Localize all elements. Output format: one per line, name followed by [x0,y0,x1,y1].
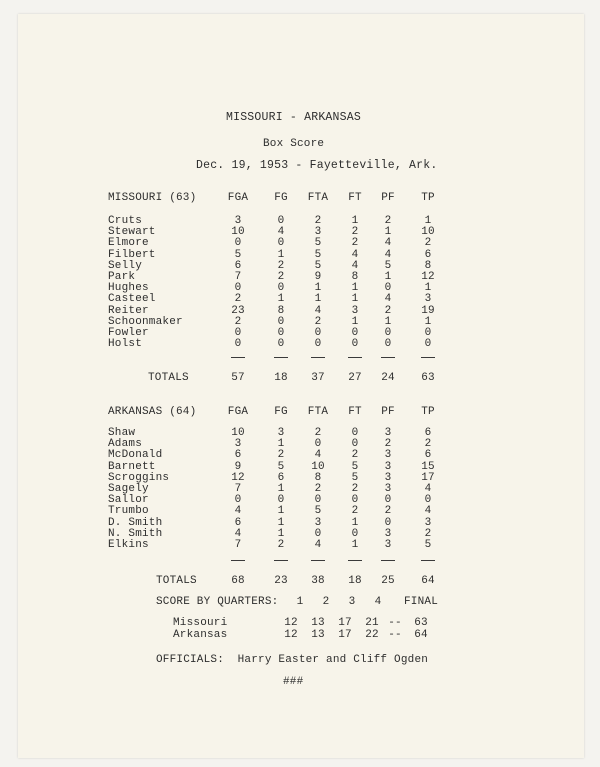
stat-cell: 4 [234,505,242,518]
quarter-score: 12 [284,617,298,629]
stat-cell: 5 [424,539,432,551]
stat-cell: 2 [351,449,359,462]
quarter-final: 63 [414,617,428,629]
stat-cell: 2 [424,237,432,250]
stat-cell: 4 [314,449,322,462]
total-rule [274,560,288,561]
stat-cell: 4 [384,237,392,250]
stat-cell: 5 [384,259,392,272]
stat-cell: 0 [234,494,242,507]
stat-cell: 0 [277,215,285,227]
player-name: Elmore [108,237,149,250]
total-cell: 63 [421,372,435,384]
stat-cell: 0 [234,327,242,339]
stat-cell: 2 [277,259,285,272]
total-rule [231,357,245,358]
stat-cell: 8 [424,259,432,272]
quarter-header: FINAL [403,596,438,608]
player-name: Stewart [108,226,156,239]
stat-cell: 3 [424,293,432,306]
stat-cell: 4 [351,248,359,261]
total-cell: 64 [421,575,435,587]
stat-cell: 3 [314,516,322,529]
stat-cell: 4 [384,248,392,261]
stat-cell: 3 [277,427,285,439]
stat-cell: 2 [424,438,432,451]
stat-cell: 0 [277,327,285,339]
stat-cell: 2 [351,483,359,495]
stat-cell: 4 [234,527,242,540]
stat-cell: 10 [311,460,325,473]
stat-cell: 8 [277,304,285,317]
stat-cell: 1 [424,282,432,295]
stat-cell: 0 [234,338,242,351]
stat-cell: 1 [351,315,359,328]
column-header-tp: TP [421,406,435,418]
stat-cell: 0 [424,338,432,351]
stat-cell: 2 [314,215,322,227]
player-name: Adams [108,438,143,451]
stat-cell: 0 [234,237,242,250]
total-rule [311,357,325,358]
stat-cell: 2 [351,505,359,518]
stat-cell: 2 [277,539,285,551]
quarter-arrow: -- [388,629,402,641]
stat-cell: 6 [424,248,432,261]
stat-cell: 6 [424,449,432,462]
stat-cell: 1 [277,248,285,261]
stat-cell: 2 [384,215,392,227]
total-cell: 57 [231,372,245,384]
stat-cell: 0 [384,282,392,295]
stat-cell: 6 [424,427,432,439]
stat-cell: 10 [421,226,435,239]
stat-cell: 6 [277,471,285,484]
stat-cell: 3 [314,226,322,239]
stat-cell: 1 [351,282,359,295]
column-header-fga: FGA [227,192,249,204]
quarter-score: 13 [311,629,325,641]
stat-cell: 2 [384,438,392,451]
total-rule [381,560,395,561]
stat-cell: 2 [384,304,392,317]
stat-cell: 1 [277,505,285,518]
stat-cell: 9 [314,271,322,283]
total-cell: 27 [348,372,362,384]
stat-cell: 4 [424,505,432,518]
stat-cell: 0 [277,338,285,351]
stat-cell: 1 [351,539,359,551]
stat-cell: 0 [351,338,359,351]
stat-cell: 0 [277,237,285,250]
stat-cell: 5 [351,460,359,473]
stat-cell: 3 [384,460,392,473]
stat-cell: 4 [314,304,322,317]
stat-cell: 5 [314,248,322,261]
stat-cell: 4 [277,226,285,239]
player-name: Cruts [108,215,143,227]
column-header-fga: FGA [227,406,249,418]
stat-cell: 1 [277,293,285,306]
column-header-fta: FTA [307,192,329,204]
stat-cell: 2 [314,315,322,328]
player-name: Trumbo [108,505,149,518]
stat-cell: 0 [314,338,322,351]
stat-cell: 0 [314,438,322,451]
total-rule [311,560,325,561]
column-header-ft: FT [348,192,362,204]
stat-cell: 10 [231,427,245,439]
total-rule [421,357,435,358]
stat-cell: 17 [421,471,435,484]
end-mark: ### [283,676,304,688]
stat-cell: 0 [351,427,359,439]
stat-cell: 3 [351,304,359,317]
stat-cell: 4 [384,293,392,306]
stat-cell: 0 [424,327,432,339]
stat-cell: 2 [234,315,242,328]
stat-cell: 5 [314,259,322,272]
stat-cell: 5 [277,460,285,473]
stat-cell: 12 [421,271,435,283]
player-name: D. Smith [108,516,163,529]
stat-cell: 2 [277,449,285,462]
player-name: Shaw [108,427,136,439]
stat-cell: 2 [351,237,359,250]
stat-cell: 0 [314,494,322,507]
player-name: Fowler [108,327,149,339]
stat-cell: 15 [421,460,435,473]
stat-cell: 0 [384,516,392,529]
stat-cell: 2 [384,505,392,518]
column-header-fta: FTA [307,406,329,418]
stat-cell: 4 [314,539,322,551]
stat-cell: 8 [351,271,359,283]
stat-cell: 3 [384,527,392,540]
column-header-tp: TP [421,192,435,204]
stat-cell: 1 [384,315,392,328]
quarters-label: SCORE BY QUARTERS: [156,596,279,608]
box-score-page [18,14,584,758]
column-header-pf: PF [381,406,395,418]
total-cell: 18 [348,575,362,587]
quarter-header: 3 [348,596,356,608]
stat-cell: 0 [424,494,432,507]
stat-cell: 12 [231,471,245,484]
total-rule [231,560,245,561]
stat-cell: 1 [351,516,359,529]
total-rule [274,357,288,358]
total-rule [348,357,362,358]
column-header-pf: PF [381,192,395,204]
stat-cell: 10 [231,226,245,239]
stat-cell: 9 [234,460,242,473]
player-name: Sagely [108,483,149,495]
stat-cell: 6 [234,516,242,529]
quarter-score: 17 [338,617,352,629]
player-name: Sallor [108,494,149,507]
stat-cell: 0 [277,315,285,328]
quarter-header: 4 [374,596,382,608]
stat-cell: 4 [424,483,432,495]
stat-cell: 2 [314,427,322,439]
total-cell: 37 [311,372,325,384]
stat-cell: 0 [384,327,392,339]
stat-cell: 1 [277,527,285,540]
stat-cell: 4 [351,259,359,272]
stat-cell: 0 [351,438,359,451]
column-header-ft: FT [348,406,362,418]
player-name: Casteel [108,293,156,306]
document-subtitle: Box Score [263,138,325,150]
stat-cell: 3 [384,449,392,462]
player-name: Scroggins [108,471,170,484]
quarter-score: 21 [365,617,379,629]
total-rule [421,560,435,561]
stat-cell: 1 [384,271,392,283]
quarter-header: 2 [322,596,330,608]
stat-cell: 0 [351,527,359,540]
column-header-fg: FG [274,406,288,418]
total-cell: 38 [311,575,325,587]
stat-cell: 3 [384,471,392,484]
quarter-score: 17 [338,629,352,641]
player-name: Barnett [108,460,156,473]
quarter-score: 13 [311,617,325,629]
stat-cell: 1 [384,226,392,239]
stat-cell: 1 [424,215,432,227]
player-name: Filbert [108,248,156,261]
total-cell: 23 [274,575,288,587]
stat-cell: 0 [314,327,322,339]
stat-cell: 3 [384,539,392,551]
player-name: Holst [108,338,143,351]
stat-cell: 7 [234,539,242,551]
missouri-team-label: MISSOURI (63) [108,192,197,204]
player-name: Reiter [108,304,149,317]
stat-cell: 2 [277,271,285,283]
stat-cell: 1 [277,516,285,529]
quarter-score: 22 [365,629,379,641]
officials-line: OFFICIALS: Harry Easter and Cliff Ogden [156,654,429,666]
quarter-score: 12 [284,629,298,641]
stat-cell: 2 [314,483,322,495]
stat-cell: 1 [314,293,322,306]
stat-cell: 7 [234,271,242,283]
quarter-team: Missouri [173,617,228,629]
stat-cell: 5 [234,248,242,261]
stat-cell: 5 [314,505,322,518]
arkansas-totals-label: TOTALS [156,575,197,587]
total-cell: 18 [274,372,288,384]
stat-cell: 3 [384,483,392,495]
stat-cell: 3 [384,427,392,439]
total-cell: 68 [231,575,245,587]
stat-cell: 0 [234,282,242,295]
total-cell: 25 [381,575,395,587]
stat-cell: 1 [314,282,322,295]
player-name: N. Smith [108,527,163,540]
stat-cell: 3 [234,438,242,451]
stat-cell: 3 [424,516,432,529]
stat-cell: 0 [277,282,285,295]
stat-cell: 2 [234,293,242,306]
quarter-arrow: -- [388,617,402,629]
stat-cell: 6 [234,449,242,462]
stat-cell: 5 [351,471,359,484]
stat-cell: 0 [351,327,359,339]
quarter-header: 1 [296,596,304,608]
quarter-final: 64 [414,629,428,641]
stat-cell: 1 [277,483,285,495]
stat-cell: 8 [314,471,322,484]
stat-cell: 2 [424,527,432,540]
stat-cell: 1 [277,438,285,451]
stat-cell: 1 [424,315,432,328]
player-name: Schoonmaker [108,315,183,328]
stat-cell: 0 [384,494,392,507]
document-title: MISSOURI - ARKANSAS [226,111,361,124]
stat-cell: 6 [234,259,242,272]
arkansas-team-label: ARKANSAS (64) [108,406,197,418]
stat-cell: 7 [234,483,242,495]
stat-cell: 19 [421,304,435,317]
stat-cell: 2 [351,226,359,239]
quarter-team: Arkansas [173,629,228,641]
stat-cell: 1 [351,215,359,227]
dateline: Dec. 19, 1953 - Fayetteville, Ark. [196,159,438,172]
total-rule [381,357,395,358]
stat-cell: 5 [314,237,322,250]
stat-cell: 0 [351,494,359,507]
player-name: Park [108,271,136,283]
player-name: McDonald [108,449,163,462]
total-cell: 24 [381,372,395,384]
stat-cell: 1 [351,293,359,306]
player-name: Hughes [108,282,149,295]
missouri-totals-label: TOTALS [148,372,189,384]
column-header-fg: FG [274,192,288,204]
player-name: Selly [108,259,143,272]
stat-cell: 0 [314,527,322,540]
total-rule [348,560,362,561]
stat-cell: 0 [277,494,285,507]
stat-cell: 3 [234,215,242,227]
stat-cell: 23 [231,304,245,317]
player-name: Elkins [108,539,149,551]
stat-cell: 0 [384,338,392,351]
